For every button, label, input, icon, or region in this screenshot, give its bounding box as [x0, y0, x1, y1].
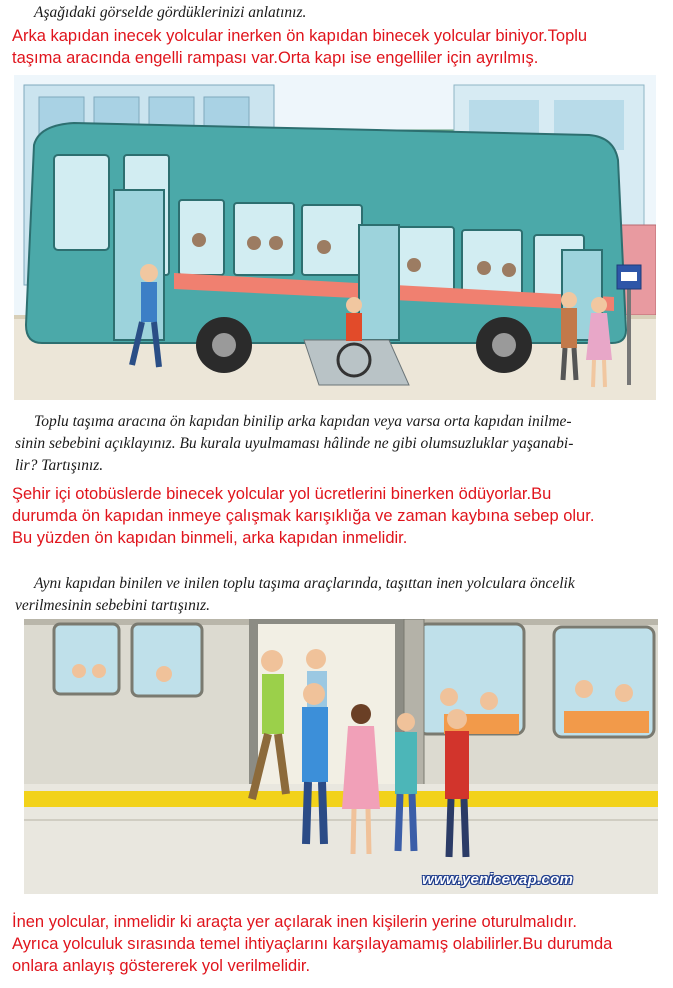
question-2-line-1: Toplu taşıma aracına ön kapıdan binilip arka kapıdan veya varsa orta kapıdan inilme- — [34, 413, 572, 430]
question-3-line-2: verilmesinin sebebini tartışınız. — [15, 597, 211, 614]
question-3-line-1: Aynı kapıdan binilen ve inilen toplu taşıma araçlarında, taşıttan inen yolculara öncelik — [34, 575, 575, 592]
answer-1-line-1: Arka kapıdan inecek yolcular inerken ön kapıdan binecek yolcular biniyor.Toplu — [12, 27, 588, 45]
watermark: www.yenicevap.com — [422, 871, 574, 888]
platform-tactile-line — [24, 791, 658, 807]
bus-illustration — [14, 75, 656, 400]
answer-3-line-3: onlara anlayış göstererek yol verilmelidir. — [12, 957, 311, 975]
answer-2-line-1: Şehir içi otobüslerde binecek yolcular yol ücretlerini binerken ödüyorlar.Bu — [12, 485, 552, 503]
question-2-line-3: lir? Tartışınız. — [15, 457, 104, 474]
answer-2-line-2: durumda ön kapıdan inmeye çalışmak karışıklığa ve zaman kaybına sebep olur. — [12, 507, 595, 525]
middle-door — [359, 225, 399, 340]
answer-2-line-3: Bu yüzden ön kapıdan binmeli, arka kapıdan inmelidir. — [12, 529, 408, 547]
question-1: Aşağıdaki görselde gördüklerinizi anlatınız. — [34, 4, 307, 21]
answer-1-line-2: taşıma aracında engelli rampası var.Orta kapı ise engelliler için ayrılmış. — [12, 49, 539, 67]
question-2-line-2: sinin sebebini açıklayınız. Bu kurala uyulmaması hâlinde ne gibi olumsuzluklar yaşanabi- — [15, 435, 574, 452]
train-illustration — [24, 619, 658, 894]
answer-3-line-2: Ayrıca yolculuk sırasında temel ihtiyaçlarını karşılayamamış olabilirler.Bu durumda — [12, 935, 613, 953]
answer-3-line-1: İnen yolcular, inmelidir ki araçta yer açılarak inen kişilerin yerine oturulmalıdır. — [12, 913, 577, 931]
